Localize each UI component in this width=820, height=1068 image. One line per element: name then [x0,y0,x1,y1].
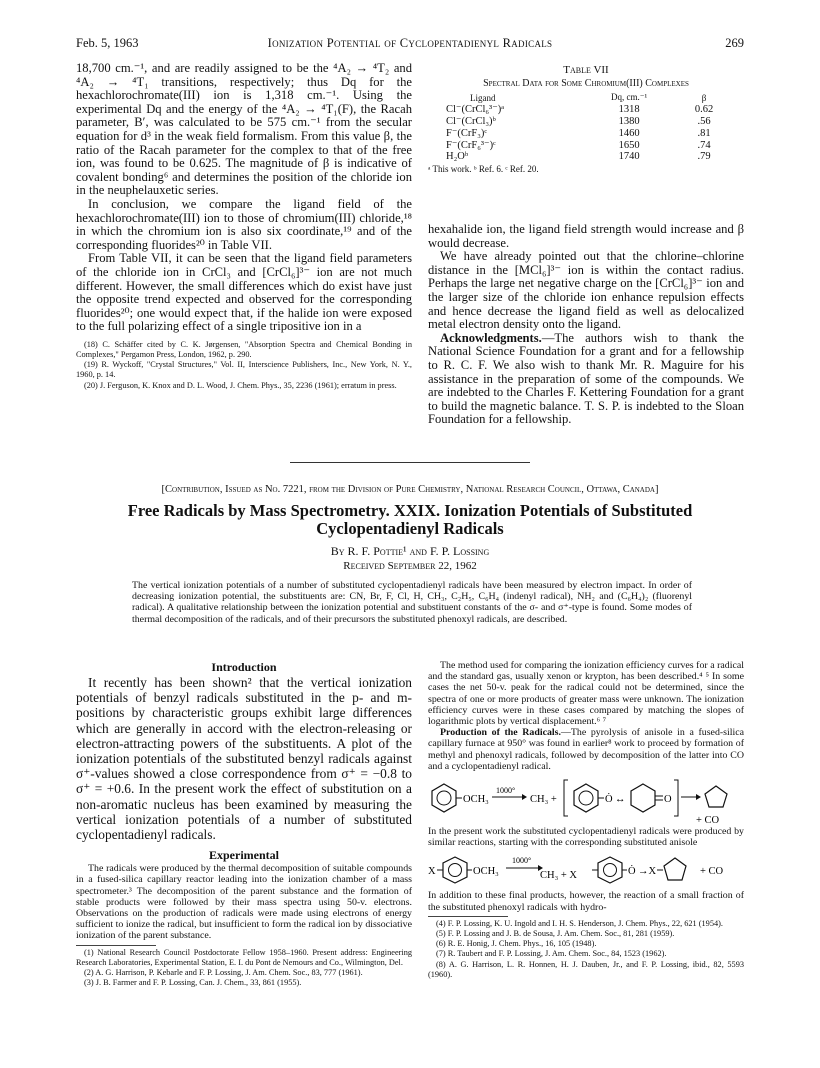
bottom-right-column [428,660,744,980]
footnote: (3) J. B. Farmer and F. P. Lossing, Can. J. Chem., 33, 861 (1955). [84,978,302,988]
reaction-text: CH₃ + [530,794,557,806]
cell: .74 [697,139,711,151]
footnote: (6) R. E. Honig, J. Chem. Phys., 16, 105 (1948). [436,939,597,949]
contribution-line: [Contribution, Issued as No. 7221, from the Division of Pure Chemistry, National Research Council, Ottawa, Canada] [161,484,659,495]
table-row [442,139,732,151]
paragraph-body: —The pyrolysis of anisole in a fused-silica capillary furnace at 950° was found in earlier⁸ work to proceed by formation of methyl and phenoxyl radicals, followed by decomposition of the latter into CO and a cyclopentadienyl radical. [428,727,745,772]
reaction-temperature: 1000° [496,786,516,796]
resonance-arrow-icon: ↔ [615,794,626,806]
footnote-rule [428,916,508,917]
paragraph: The method used for comparing the ionization efficiency curves for a radical and the standard gas, usually xenon or krypton, has been described.⁴ ⁵ In some cases the net 50-v. peak for the radical could not be determined, since the spectra of one or more products of greater mass were unknown. The ionization efficiency curves were in these cases compared by matching the slopes of logarithmic plots by vertical displacement.⁶ ⁷ [428,660,744,728]
footnote: (20) J. Ferguson, K. Knox and D. L. Wood, J. Chem. Phys., 35, 2236 (1961); erratum in press. [84,380,397,390]
table-row [442,115,732,127]
paragraph: We have already pointed out that the chlorine–chlorine distance in the [MCl₆]³⁻ ion is within the contact radius. Perhaps the large net negative charge on the [CrCl₆]³⁻ ion and the larger size of the chloride ion enhance repulsion effects and hence decrease the ligand field as well as delocalized metal electron density onto the ligand. [428,249,744,332]
cell: 1650 [618,139,640,151]
ack-heading: Acknowledgments. [440,330,542,345]
top-right-column [428,223,744,427]
paragraph: From Table VII, it can be seen that the ligand field parameters of the chloride ion in CrCl₃ and [CrCl₆]³⁻ ion are not much different. However, the small differences which do exist have just the opposite trend expected and observed for the corresponding fluorides²⁰; one would expect that, if the halide ion were exposed to the full polarizing effect of a single tripositive ion in a [76,251,412,334]
acknowledgments [428,332,744,427]
received-date: Received September 22, 1962 [343,560,477,572]
section-heading: Introduction [211,660,277,674]
table-row [442,103,732,115]
bottom-left-column [76,660,412,988]
page-number: 269 [725,36,744,50]
reaction-text: O [664,794,672,806]
cell: 1460 [618,127,640,139]
paragraph: The radicals were produced by the thermal decomposition of suitable compounds in a fused-silica capillary reactor leading into the ionization chamber of a mass spectrometer.³ The decomposition of the parent substance and the formation of stable products were followed by their mass spectra using 50-v. electrons. Observations on the production of radicals were made using electrons of energy sufficient to ionize the radical, but insufficient to form the radical ion by dissociative ionization of the parent substance. [76,863,412,942]
reaction-text: OCH₃ [473,866,499,878]
page-header [76,36,744,52]
reaction-text: + CO [700,866,724,878]
subheading: Production of the Radicals. [440,727,561,739]
cell: 1380 [618,115,640,127]
reaction-text: →X [638,866,657,878]
benzene-ring-icon [598,857,622,883]
col-header: β [701,92,707,103]
table-label: Table VII [563,64,609,76]
section-heading: Experimental [209,848,279,863]
footnote: (8) A. G. Harrison, L. R. Honnen, H. J. Dauben, Jr., and F. P. Lossing, ibid., 82, 5593 (1960). [428,959,744,979]
header-date: Feb. 5, 1963 [76,36,139,50]
table-header-row [442,92,732,103]
cell: .81 [697,127,711,139]
cell: Cl⁻(CrCl₆³⁻)ᵃ [446,104,505,115]
paragraph: hexahalide ion, the ligand field strength would increase and β would decrease. [428,222,744,250]
ack-body: —The authors wish to thank the National Science Foundation for a grant and for a fellowship to R. C. F. We also wish to thank Mr. R. Maguire for his assistance in the preparation of some of the compounds. We are indebted to the Charles F. Kettering Foundation for a grant to build the magnetic balance. T. S. P. is indebted to the Sloan Foundation for a fellowship. [428,330,744,427]
data-table [442,92,732,162]
table-caption: Spectral Data for Some Chromium(III) Complexes [483,78,689,89]
reaction-text: CH₃ + X [540,870,578,882]
col-header: Ligand [470,92,496,103]
footnote: (18) C. Schäffer cited by C. K. Jørgensen, "Absorption Spectra and Chemical Bonding in Complexes," Pergamon Press, London, 1962, p. 290. [76,339,412,360]
reaction-text: OCH₃ [463,794,489,806]
benzene-ring-icon [574,784,598,812]
top-left-column [76,62,412,391]
cell: 1740 [618,151,640,162]
paragraph: 18,700 cm.⁻¹, and are readily assigned to be the ⁴A₂ → ⁴T₂ and ⁴A₂ → ⁴T₁ transitions, respectively; thus Dq for the hexachlorochromate(III) ion is 1,318 cm.⁻¹. Using the experimental Dq and the energy of the ⁴A₂ → ⁴T₁(F), the Racah parameter, B′, was calculated to be 575 cm.⁻¹ from the secular equation for d³ in the weak field formalism. From this value β, the ratio of the Racah parameter for the complex to that of the free ion, was found to be 0.625. The magnitude of β is indicative of covalent bonding⁶ and determines the position of the chloride ion in the neuphelauxetic series. [76,61,412,198]
cyclopentadienyl-ring-icon [664,858,686,880]
cell: .56 [697,115,711,127]
reaction-text: Ȯ [628,866,636,878]
cell: 0.62 [694,103,714,115]
authors: By R. F. Pottie¹ and F. P. Lossing [330,544,490,558]
reaction-text: + CO [696,815,720,827]
article-title [76,502,744,538]
paragraph [428,727,744,772]
footnote: (19) R. Wyckoff, "Crystal Structures," Vol. II, Interscience Publishers, Inc., New York, N. Y., 1960, p. 14. [76,360,412,380]
title-line: Free Radicals by Mass Spectrometry. XXIX. Ionization Potentials of Substituted [127,501,693,520]
reaction-text: Ȯ [605,794,613,806]
footnote-rule [76,945,156,946]
cyclopentadienyl-ring-icon [705,786,727,807]
table-row [442,127,732,139]
cell: F⁻(CrF₆³⁻)ᶜ [446,140,496,151]
cell: F⁻(CrF₃)ᶜ [446,128,488,139]
title-line: Cyclopentadienyl Radicals [316,519,504,538]
paragraph: In addition to these final products, however, the reaction of a small fraction of the substituted phenoxyl radicals with hydro- [428,890,744,913]
running-title: Ionization Potential of Cyclopentadienyl Radicals [267,36,553,50]
benzene-ring-icon [443,857,467,883]
cell: 1318 [618,103,640,115]
paragraph: In conclusion, we compare the ligand field of the hexachlorochromate(III) ion to those of chromium(III) chloride,¹⁸ in which the chromium ion is also six coordinate,¹⁹ and of the corresponding fluorides²⁰ in Table VII. [76,196,412,252]
reaction-scheme-2 [428,850,744,890]
paragraph: In the present work the substituted cyclopentadienyl radicals were produced by similar reactions, starting with the corresponding substituted anisole [428,826,744,849]
paragraph: It recently has been shown² that the vertical ionization potentials of benzyl radicals substituted in the p- and m-positions by characteristic groups exhibit large differences which are generally in accord with the electron-releasing or electron-attracting powers of the substituents. A plot of the ionization potentials of the substituted benzyl radicals against σ⁺-values showed a close correspondence from σ⁺ = −0.8 to σ⁺ = +0.6. In the present work the effect of substitution on a non-aromatic nucleus has been examined by measuring the vertical ionization potentials of a number of substituted cyclopentadienyl radicals. [76,675,412,843]
reaction-text: X [428,866,436,878]
reaction-temperature: 1000° [512,856,532,866]
col-header: Dq, cm.⁻¹ [611,92,648,102]
footnote: (5) F. P. Lossing and J. B. de Sousa, J. Am. Chem. Soc., 81, 281 (1959). [436,929,675,939]
cell: .79 [697,151,711,162]
footnote: (4) F. P. Lossing, K. U. Ingold and I. H. S. Henderson, J. Chem. Phys., 22, 621 (1954). [436,918,723,928]
cyclohexadienone-ring-icon [631,784,655,812]
footnote: (1) National Research Council Postdoctorate Fellow 1958–1960. Present address: Engineering Research Laboratories, Experimental Station, E. I. du Pont de Nemours and Co., Wilmington, Del. [76,947,412,967]
abstract: The vertical ionization potentials of a number of substituted cyclopentadienyl radicals have been measured by electron impact. In order of decreasing ionization potential, the substituents are: CN, Br, F, Cl, H, CH₃, C₂H₅, C₆H₄ (indenyl radical), NH₂ and (C₆H₄)₂ (fluorenyl radical). A qualitative relationship between the ionization potential and substituent constants of the σ- and σ⁺-type is found. Some modes of thermal decomposition of the radicals, and of their precursors the substituted phenoxyl radicals, are described. [132,580,692,625]
footnote: (7) R. Taubert and F. P. Lossing, J. Am. Chem. Soc., 84, 1523 (1962). [436,949,667,959]
section-divider [290,462,530,463]
footnote: (2) A. G. Harrison, P. Kebarle and F. P. Lossing, J. Am. Chem. Soc., 83, 777 (1961). [84,968,363,978]
table-row [442,151,732,162]
cell: Cl⁻(CrCl₃)ᵇ [446,116,496,127]
reaction-scheme-1 [428,776,744,826]
table-note: ᵃ This work. ᵇ Ref. 6. ᶜ Ref. 20. [428,164,539,174]
benzene-ring-icon [432,784,456,812]
cell: H₂Oᵇ [446,151,469,162]
table-vii [428,64,744,175]
